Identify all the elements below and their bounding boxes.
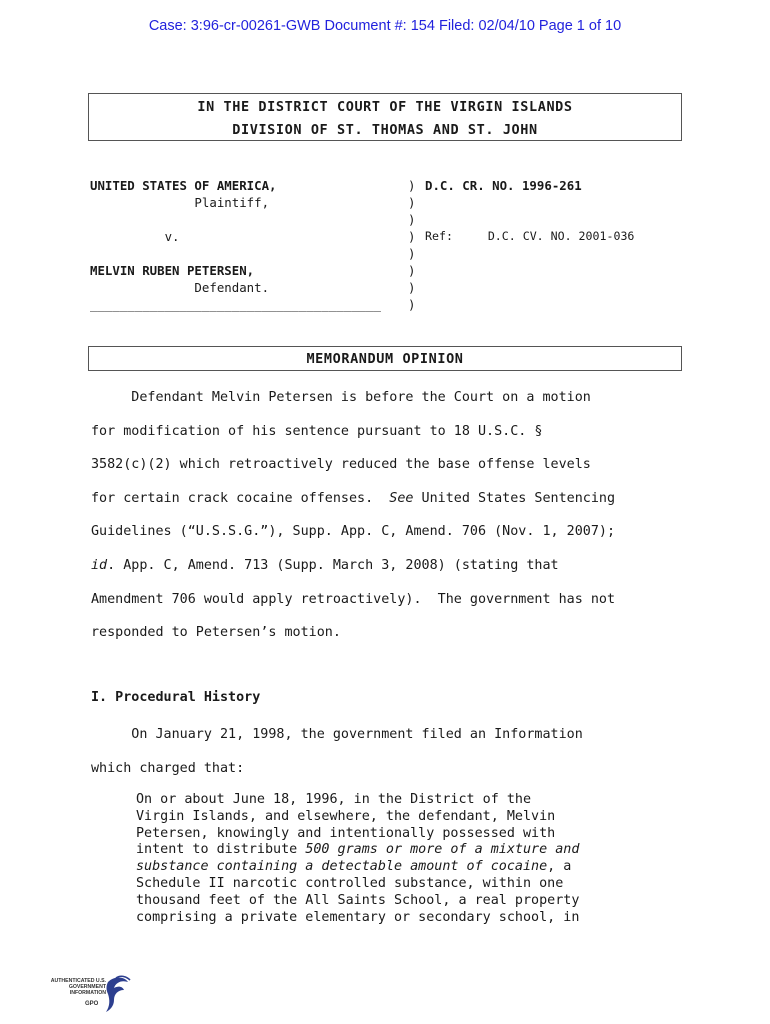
citation-signal-id: id — [91, 557, 108, 573]
text-line: responded to Petersen’s motion. — [91, 625, 341, 641]
text-line: Guidelines (“U.S.S.G.”), Supp. App. C, Amend. 706 (Nov. 1, 2007); — [91, 524, 616, 540]
quote-line: On or about June 18, 1996, in the District of the — [136, 792, 532, 807]
caption-case-numbers — [425, 177, 725, 245]
section-heading: I. Procedural History — [91, 690, 261, 705]
text-line — [91, 489, 691, 523]
plaintiff-role: Plaintiff, — [90, 195, 270, 210]
civil-case-reference: Ref: D.C. CV. NO. 2001-036 — [425, 229, 635, 243]
case-header-stamp: Case: 3:96-cr-00261-GWB Document #: 154 Filed: 02/04/10 Page 1 of 10 — [148, 18, 622, 34]
paren: ) — [408, 263, 416, 278]
text-segment: United States Sentencing — [413, 490, 616, 506]
text-line — [91, 556, 691, 590]
quote-line: comprising a private elementary or secondary school, in — [136, 909, 580, 925]
citation-signal-see: See — [389, 490, 414, 506]
quote-line: thousand feet of the All Saints School, a real property — [136, 892, 580, 908]
criminal-case-number: D.C. CR. NO. 1996-261 — [425, 178, 582, 193]
eagle-icon — [104, 974, 132, 1014]
text-segment: . App. C, Amend. 713 (Supp. March 3, 2008) (stating that — [107, 557, 559, 573]
defendant-name: MELVIN RUBEN PETERSEN, — [90, 263, 255, 278]
quote-line: Schedule II narcotic controlled substance, within one — [136, 875, 564, 891]
text-segment: , a — [547, 859, 572, 875]
paren: ) — [408, 178, 416, 193]
block-quote-information — [136, 792, 676, 926]
defendant-role: Defendant. — [90, 280, 270, 295]
text-line: On January 21, 1998, the government filed an Information — [91, 727, 583, 742]
quote-line — [136, 842, 676, 859]
paren: ) — [408, 195, 416, 210]
gpo-label: GPO — [85, 1001, 99, 1007]
opening-paragraph — [91, 388, 691, 657]
versus: v. — [90, 229, 180, 244]
paren: ) — [408, 297, 416, 312]
caption-underline: _______________________________________ — [90, 297, 381, 312]
paren: ) — [408, 229, 416, 244]
text-line: Amendment 706 would apply retroactively). The government has not — [91, 591, 616, 607]
paren: ) — [408, 246, 416, 261]
caption-parentheses — [408, 177, 420, 313]
text-line: which charged that: — [91, 760, 245, 776]
gpo-authentication-logo — [44, 974, 134, 1014]
emphasized-text: substance containing a detectable amount of cocaine — [136, 859, 548, 875]
quote-line: Petersen, knowingly and intentionally possessed with — [136, 825, 556, 841]
text-segment: intent to distribute — [136, 842, 306, 858]
paren: ) — [408, 212, 416, 227]
paren: ) — [408, 280, 416, 295]
emphasized-text: 500 grams or more of a mixture and — [305, 842, 580, 858]
text-line: Defendant Melvin Petersen is before the Court on a motion — [91, 390, 591, 405]
procedural-paragraph — [91, 725, 691, 792]
caption-blank — [90, 211, 408, 228]
text-line: for modification of his sentence pursuant to 18 U.S.C. § — [91, 423, 543, 439]
text-line: 3582(c)(2) which retroactively reduced the base offense levels — [91, 457, 591, 473]
memorandum-title: MEMORANDUM OPINION — [88, 346, 682, 371]
text-segment: for certain crack cocaine offenses. — [91, 490, 390, 506]
quote-line — [136, 859, 676, 876]
court-division: DIVISION OF ST. THOMAS AND ST. JOHN — [232, 122, 538, 138]
caption-blank — [90, 245, 408, 262]
gpo-authentication-text: AUTHENTICATED U.S. GOVERNMENT INFORMATION — [50, 978, 106, 996]
court-title-box — [88, 93, 682, 141]
court-name: IN THE DISTRICT COURT OF THE VIRGIN ISLANDS — [197, 99, 573, 115]
plaintiff-name: UNITED STATES OF AMERICA, — [90, 178, 277, 193]
caption-parties — [90, 177, 408, 313]
quote-line: Virgin Islands, and elsewhere, the defendant, Melvin — [136, 808, 556, 824]
